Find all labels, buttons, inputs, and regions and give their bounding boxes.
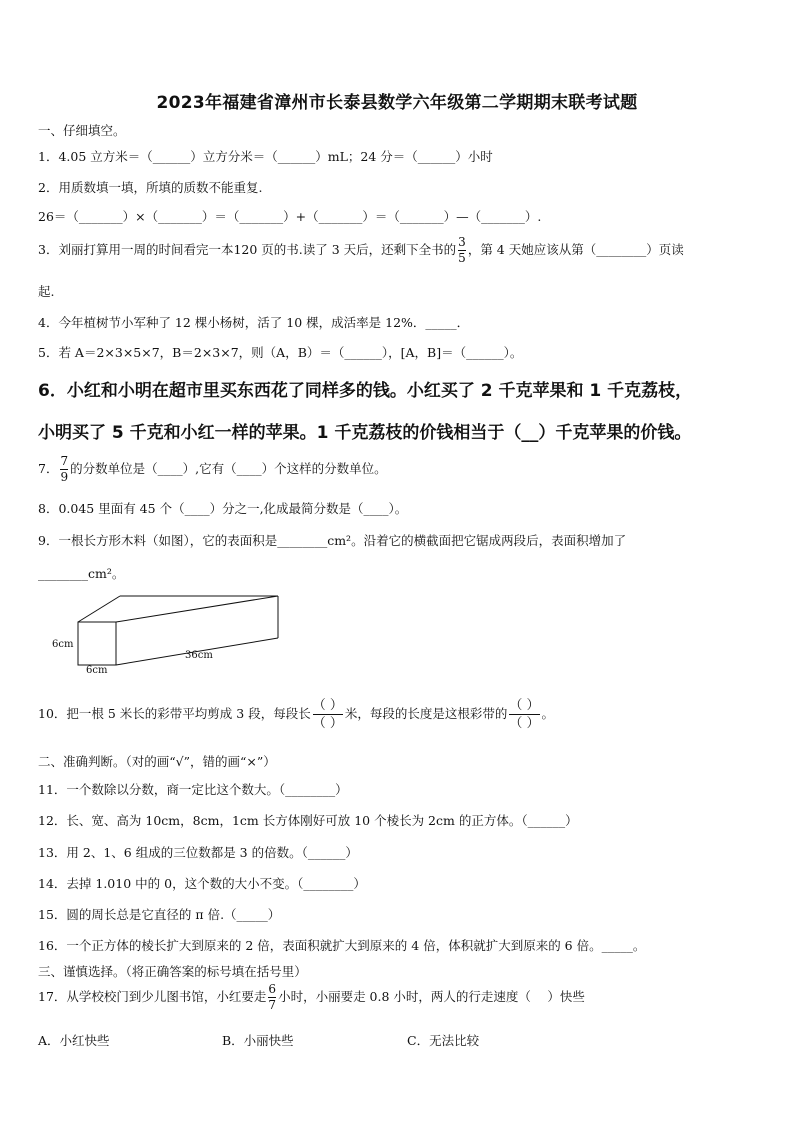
width-label: 6cm	[86, 665, 108, 676]
blank-denominator: （ ）	[509, 716, 540, 731]
question-1: 1．4.05 立方米＝（______）立方分米＝（______）mL；24 分＝（______）小时	[38, 149, 493, 164]
question-12: 12．长、宽、高为 10cm，8cm，1cm 长方体刚好可放 10 个棱长为 2cm 的正方体。（______）	[38, 813, 578, 828]
fraction-numerator: 7	[60, 454, 69, 468]
question-3-text-before: 3．刘丽打算用一周的时间看完一本120 页的书.读了 3 天后，还剩下全书的	[38, 242, 457, 257]
fraction-six-sevenths	[268, 983, 276, 1012]
blank-denominator: （ ）	[312, 716, 343, 731]
section-heading-choice: 三、谨慎选择。（将正确答案的标号填在括号里）	[38, 964, 307, 979]
question-3-continued: 起.	[38, 284, 55, 299]
fraction-numerator: 3	[458, 235, 466, 249]
blank-numerator: （ ）	[312, 698, 343, 713]
question-6-line-1: 6．小红和小明在超市里买东西花了同样多的钱。小红买了 2 千克苹果和 1 千克荔枝，	[38, 381, 693, 401]
question-9-line-1: 9．一根长方形木料（如图），它的表面积是________cm²。沿着它的横截面把它锯成两段后，表面积增加了	[38, 533, 627, 548]
option-a[interactable]: A．小红快些	[38, 1033, 110, 1048]
option-c[interactable]: C．无法比较	[407, 1033, 480, 1048]
fraction-three-fifths	[458, 236, 466, 265]
fraction-numerator: 6	[268, 982, 277, 996]
question-10-text-middle: 米，每段的长度是这根彩带的	[344, 706, 508, 721]
question-7	[38, 455, 387, 484]
question-4: 4．今年植树节小军种了 12 棵小杨树，活了 10 棵，成活率是 12%．_____．	[38, 315, 470, 330]
question-9-line-2: ________cm²。	[38, 566, 125, 581]
question-2-instruction: 2．用质数填一填，所填的质数不能重复.	[38, 180, 263, 195]
fraction-denominator: 9	[60, 470, 69, 484]
height-label: 6cm	[52, 639, 74, 650]
question-17	[38, 983, 585, 1012]
section-heading-judgement: 二、准确判断。（对的画“√”，错的画“×”）	[38, 754, 276, 769]
question-3-text-after: ，第 4 天她应该从第（________）页读	[467, 242, 684, 257]
option-b[interactable]: B．小丽快些	[222, 1033, 294, 1048]
question-10	[38, 698, 554, 731]
question-10-text-before: 10．把一根 5 米长的彩带平均剪成 3 段，每段长	[38, 706, 311, 721]
question-5: 5．若 A＝2×3×5×7，B＝2×3×7，则（A，B）＝（______），[A，B]＝（______）。	[38, 345, 523, 360]
question-3	[38, 236, 684, 265]
question-11: 11．一个数除以分数，商一定比这个数大。（________）	[38, 782, 348, 797]
question-7-number: 7．	[38, 461, 59, 476]
blank-fraction-share	[509, 698, 539, 731]
question-15: 15．圆的周长总是它直径的 π 倍.（_____）	[38, 907, 281, 922]
page-title: 2023年福建省漳州市长泰县数学六年级第二学期期末联考试题	[156, 93, 638, 113]
section-heading-fill-in: 一、仔细填空。	[38, 123, 126, 138]
cuboid-top-front-edge	[78, 596, 120, 622]
question-2-equation: 26＝（_______）×（_______）＝（_______）+（_______）＝（_______）—（_______）.	[38, 209, 542, 224]
question-6-line-2: 小明买了 5 千克和小红一样的苹果。1 千克荔枝的价钱相当于（__）千克苹果的价钱。	[38, 423, 692, 443]
cuboid-figure	[40, 590, 300, 685]
question-17-text-after: 小时，小丽要走 0.8 小时，两人的行走速度（ ）快些	[278, 989, 585, 1004]
question-17-text-before: 17．从学校校门到少儿图书馆，小红要走	[38, 989, 267, 1004]
fraction-seven-ninths	[60, 455, 68, 484]
blank-numerator: （ ）	[509, 698, 540, 713]
question-16: 16．一个正方体的棱长扩大到原来的 2 倍，表面积就扩大到原来的 4 倍，体积就扩大到原来的 6 倍。_____。	[38, 938, 646, 953]
question-13: 13．用 2、1、6 组成的三位数都是 3 的倍数。（______）	[38, 845, 358, 860]
cuboid-front-face	[78, 622, 116, 665]
blank-fraction-length	[313, 698, 343, 731]
question-14: 14．去掉 1.010 中的 0，这个数的大小不变。（________）	[38, 876, 366, 891]
question-8: 8．0.045 里面有 45 个（____）分之一,化成最简分数是（____）。	[38, 501, 408, 516]
question-7-text: 的分数单位是（____）,它有（____）个这样的分数单位。	[70, 461, 387, 476]
length-label: 36cm	[185, 650, 213, 661]
fraction-denominator: 5	[458, 251, 466, 265]
fraction-denominator: 7	[268, 998, 277, 1012]
question-10-text-after: 。	[541, 706, 555, 721]
cuboid-top-right-edge	[116, 596, 278, 622]
